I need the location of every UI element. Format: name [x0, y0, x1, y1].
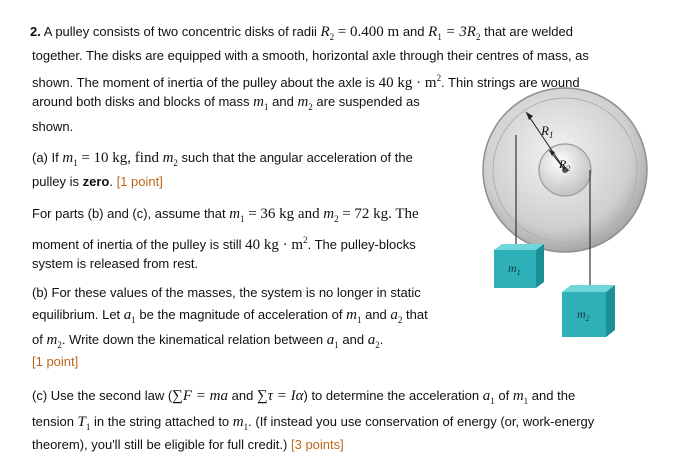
r2-label: $R_2$ — [559, 157, 571, 173]
intro-line-2: together. The disks are equipped with a smooth, horizontal axle through their centres of mass, as — [32, 48, 589, 63]
part-c-points: [3 points] — [291, 437, 344, 452]
part-a-line-2: pulley is zero. [1 point] — [32, 174, 163, 189]
eq-torque: ∑τ = Iα — [256, 388, 304, 404]
r1-symbol: $R_1$ — [428, 24, 442, 42]
part-c-line-1: (c) Use the second law (∑F = ma and ∑τ = Iα) to determine the acceleration $a_1$ of $m_1$ and the — [32, 388, 576, 406]
eq-newton: ∑F = ma — [172, 388, 228, 404]
part-b-line-2: equilibrium. Let $a_1$ be the magnitude of acceleration of $m_1$ and $a_2$ that — [32, 307, 428, 325]
svg-text:m1: $m_1$ — [508, 261, 521, 277]
intro-line-3: shown. The moment of inertia of the pulley about the axle is 40 kg · $m^2$. Thin strings are wound — [32, 73, 580, 91]
intro-line-5: shown. — [32, 119, 74, 134]
intro-and: and — [402, 24, 425, 39]
parts-bc-line-3: system is released from rest. — [32, 256, 199, 271]
part-b-points: [1 point] — [32, 354, 79, 369]
part-c-line-2: tension $T_1$ in the string attached to $m_1$. (If instead you use conservation of energy (or, work-energy — [32, 414, 595, 432]
part-a-line-1: (a) If $m_1 = 10$ kg, find $m_2$ such that the angular acceleration of the — [32, 150, 413, 168]
r1-value: = $3R_2$ — [445, 24, 481, 42]
intro-line-4: around both disks and blocks of mass $m_1$ and $m_2$ are suspended as — [32, 94, 420, 112]
block-m2 — [562, 285, 615, 337]
svg-text:m2: $m_2$ — [577, 307, 590, 323]
part-b-line-1: (b) For these values of the masses, the system is no longer in static — [32, 285, 421, 300]
inertia-value: 40 kg · $m^2$ — [378, 73, 442, 91]
problem-number: 2. — [30, 24, 41, 39]
part-c-line-3: theorem), you'll still be eligible for full credit.) [3 points] — [32, 437, 344, 452]
r2-value: = 0.400 m — [337, 24, 400, 40]
part-b-line-3: of $m_2$. Write down the kinematical relation between $a_1$ and $a_2$. — [32, 332, 384, 350]
parts-bc-line-2: moment of inertia of the pulley is still 40 kg · $m^2$. The pulley-blocks — [32, 235, 416, 253]
part-a-points: [1 point] — [116, 174, 163, 189]
intro-text-1b: that are welded — [484, 24, 574, 39]
r1-label: $R_1$ — [541, 123, 554, 140]
intro-text-1a: A pulley consists of two concentric disks of radii — [43, 24, 317, 39]
block-m1 — [494, 244, 544, 288]
parts-bc-line-1: For parts (b) and (c), assume that $m_1 = 36$ kg and $m_2 = 72$ kg. The — [32, 206, 419, 224]
r2-symbol: $R_2$ — [320, 24, 335, 42]
